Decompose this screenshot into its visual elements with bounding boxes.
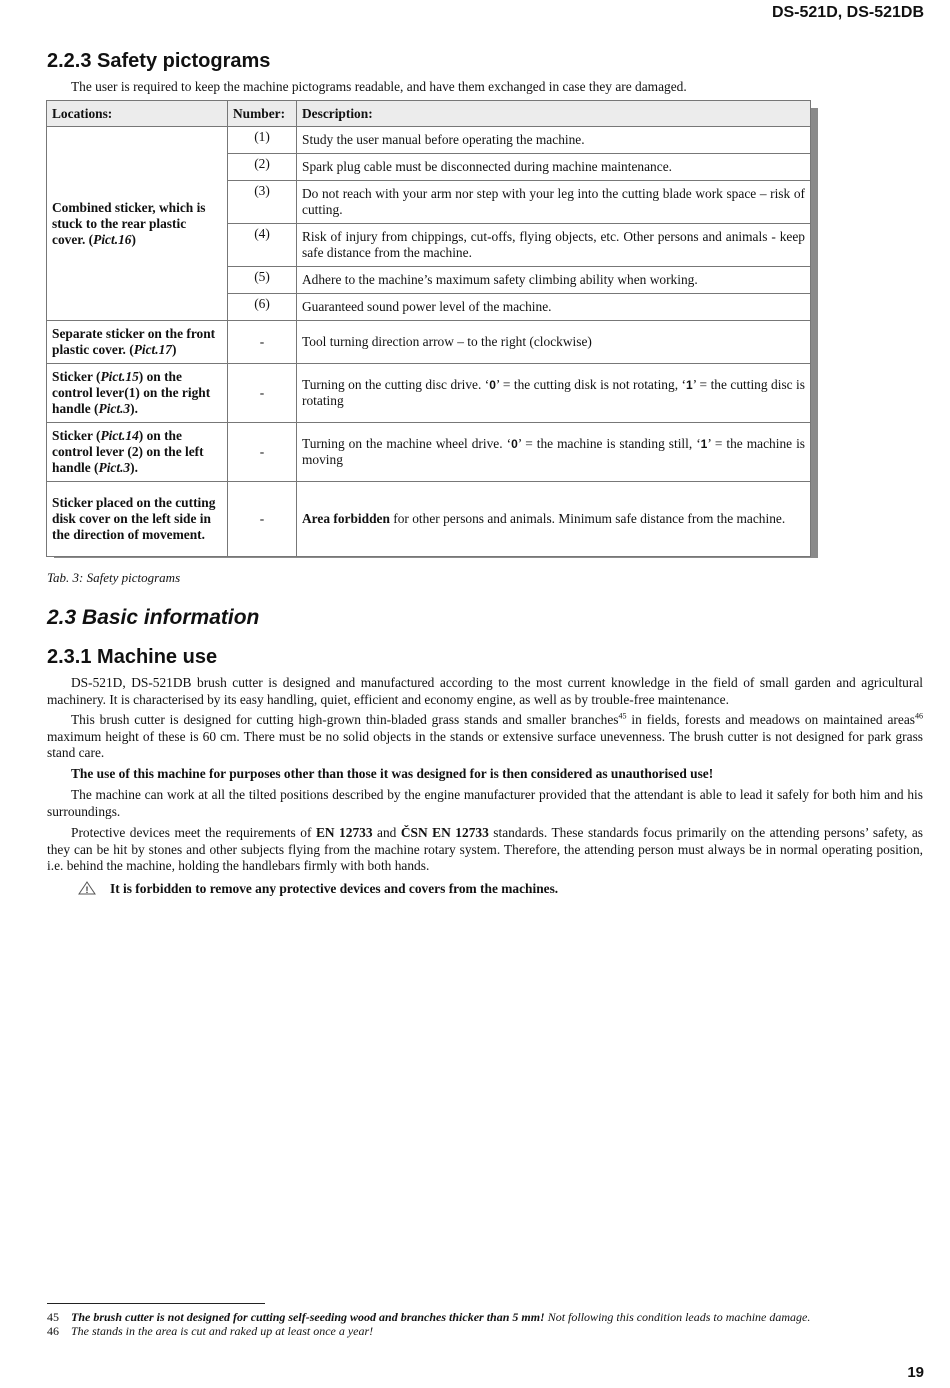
location-left-lever-sticker: Sticker (Pict.14) on the control lever (2) on the left handle (Pict.3). [47,423,228,482]
section-heading-safety-pictograms: 2.2.3 Safety pictograms [47,50,271,72]
location-disk-cover-sticker: Sticker placed on the cutting disk cover on the left side in the direction of movement. [47,482,228,557]
number-cell: - [228,482,297,557]
location-combined-sticker: Combined sticker, which is stuck to the rear plastic cover. (Pict.16) [47,127,228,321]
description-cell: Do not reach with your arm nor step with your leg into the cutting blade work space – risk of cutting. [297,181,811,224]
description-cell: Tool turning direction arrow – to the right (clockwise) [297,321,811,364]
number-cell: - [228,423,297,482]
description-cell: Adhere to the machine’s maximum safety climbing ability when working. [297,267,811,294]
description-cell: Risk of injury from chippings, cut-offs, flying objects, etc. Other persons and animals - keep safe distance from the machine. [297,224,811,267]
paragraph-machine-description: DS-521D, DS-521DB brush cutter is designed and manufactured according to the most current knowledge in the field of small garden and agricultural machinery. It is characterised by its easy handling, quiet, efficient and economy engine, as well as by trouble-free maintenance. [47,675,923,707]
page-number: 19 [907,1364,924,1381]
section-heading-basic-information: 2.3 Basic information [47,606,260,629]
header-number: Number: [228,101,297,127]
description-cell: Guaranteed sound power level of the machine. [297,294,811,321]
warning-triangle-icon [78,881,100,899]
number-cell: (1) [228,127,297,154]
location-right-lever-sticker: Sticker (Pict.15) on the control lever(1) on the right handle (Pict.3). [47,364,228,423]
table-header-row [47,101,811,127]
intro-paragraph: The user is required to keep the machine pictograms readable, and have them exchanged in case they are damaged. [71,79,687,94]
description-cell: Turning on the cutting disc drive. ‘0’ = the cutting disk is not rotating, ‘1’ = the cutting disc is rotating [297,364,811,423]
table-row [47,364,811,423]
warning-text: It is forbidden to remove any protective devices and covers from the machines. [110,881,559,896]
document-header: DS-521D, DS-521DB [771,4,924,21]
description-cell: Study the user manual before operating the machine. [297,127,811,154]
section-heading-machine-use: 2.3.1 Machine use [47,646,218,668]
header-description: Description: [297,101,811,127]
description-cell: Turning on the machine wheel drive. ‘0’ = the machine is standing still, ‘1’ = the machine is moving [297,423,811,482]
table-caption: Tab. 3: Safety pictograms [47,570,181,585]
warning-note [78,881,558,899]
number-cell: (2) [228,154,297,181]
number-cell: - [228,321,297,364]
number-cell: (6) [228,294,297,321]
description-cell: Area forbidden for other persons and animals. Minimum safe distance from the machine. [297,482,811,557]
header-locations: Locations: [47,101,228,127]
footnote-separator [47,1303,265,1304]
footnote-45: 45 The brush cutter is not designed for cutting self-seeding wood and branches thicker than 5 mm! Not following this condition leads to machine damage. [47,1310,811,1324]
table-row [47,321,811,364]
footnote-46: 46 The stands in the area is cut and raked up at least once a year! [47,1324,374,1338]
paragraph-intended-use: This brush cutter is designed for cutting high-grown thin-bladed grass stands and smaller branches$^{45}$ in fields, forests and meadows on maintained areas$^{46}$ maximum height of these is 60 cm. There must be no solid objects in the stands or extensive surface unevenness. The brush cutter is not designed for park grass stand care. [47,711,923,761]
safety-pictograms-table [46,100,810,557]
paragraph-protective-devices: Protective devices meet the requirements of EN 12733 and ČSN EN 12733 standards. These standards focus primarily on the attending persons’ safety, as they can be hit by stones and other subjects flying from the machine rotary system. Therefore, the attending person must always be in normal operating position, i.e. behind the machine, holding the handlebars firmly with both hands. [47,825,923,874]
svg-text:!: ! [85,885,89,895]
number-cell: (4) [228,224,297,267]
number-cell: (5) [228,267,297,294]
number-cell: (3) [228,181,297,224]
location-front-sticker: Separate sticker on the front plastic cover. (Pict.17) [47,321,228,364]
table-row [47,127,811,154]
paragraph-tilted-positions: The machine can work at all the tilted positions described by the engine manufacturer provided that the attendant is able to lead it safely for both him and his surroundings. [47,787,923,819]
table-row [47,423,811,482]
number-cell: - [228,364,297,423]
table-row [47,482,811,557]
description-cell: Spark plug cable must be disconnected during machine maintenance. [297,154,811,181]
paragraph-unauthorised-use: The use of this machine for purposes other than those it was designed for is then considered as unauthorised use! [71,766,714,781]
